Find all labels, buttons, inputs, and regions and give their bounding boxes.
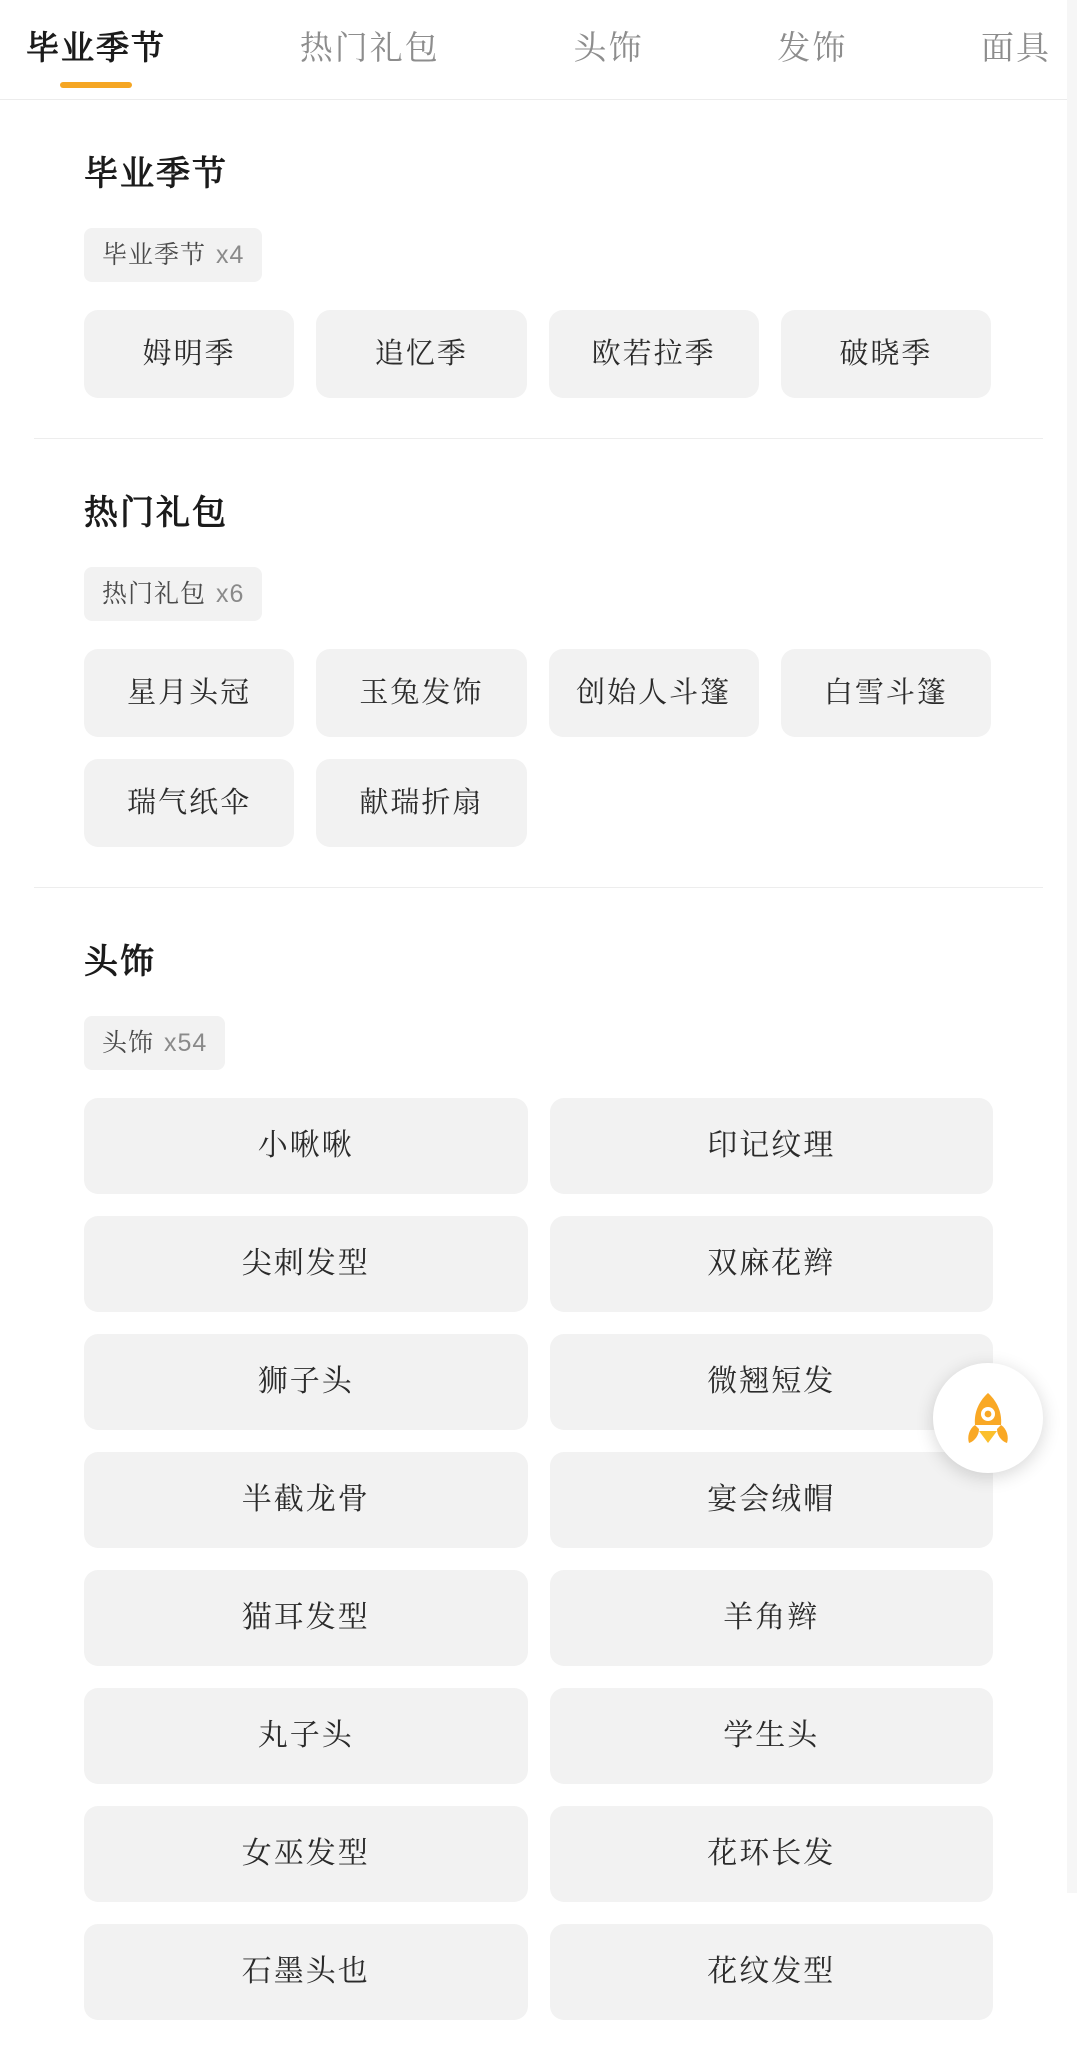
scrollbar-track[interactable]: [1067, 0, 1077, 1893]
list-item[interactable]: 尖刺发型: [84, 1216, 528, 1312]
list-item[interactable]: 小啾啾: [84, 1098, 528, 1194]
list-item[interactable]: 狮子头: [84, 1334, 528, 1430]
list-item[interactable]: 微翘短发: [550, 1334, 994, 1430]
tab-headwear[interactable]: [574, 0, 644, 88]
list-item[interactable]: 追忆季: [316, 310, 526, 398]
list-item[interactable]: 破晓季: [781, 310, 991, 398]
list-item[interactable]: 印记纹理: [550, 1098, 994, 1194]
count-badge-label: 热门礼包: [102, 580, 206, 608]
list-item[interactable]: 瑞气纸伞: [84, 759, 294, 847]
list-item[interactable]: 猫耳发型: [84, 1570, 528, 1666]
count-badge-number: x6: [216, 580, 244, 608]
list-item[interactable]: 创始人斗篷: [549, 649, 759, 737]
tab-label: 热门礼包: [300, 26, 440, 70]
section-title: 热门礼包: [84, 489, 1055, 537]
section-hot-gift-pack: [22, 439, 1055, 888]
count-badge-number: x54: [164, 1029, 207, 1057]
section-count-badge: [84, 228, 262, 282]
top-tab-bar: [0, 0, 1077, 100]
count-badge-number: x4: [216, 241, 244, 269]
list-item[interactable]: 星月头冠: [84, 649, 294, 737]
tab-hair-accessory[interactable]: [777, 0, 847, 88]
section-count-badge: [84, 1016, 225, 1070]
item-grid: [84, 649, 993, 847]
section-title: 头饰: [84, 938, 1055, 986]
list-item[interactable]: 欧若拉季: [549, 310, 759, 398]
section-graduation-season: [22, 100, 1055, 439]
section-headwear: [22, 888, 1055, 2020]
list-item[interactable]: 宴会绒帽: [550, 1452, 994, 1548]
item-grid: [84, 1098, 993, 2020]
tab-mask[interactable]: [981, 0, 1051, 88]
tab-graduation-season[interactable]: [26, 0, 166, 88]
content-area: [0, 100, 1077, 2060]
list-item[interactable]: 半截龙骨: [84, 1452, 528, 1548]
tab-active-indicator: [60, 82, 132, 88]
list-item[interactable]: 石墨头也: [84, 1924, 528, 2020]
tab-label: 发饰: [777, 26, 847, 70]
list-item[interactable]: 花纹发型: [550, 1924, 994, 2020]
tab-label: 头饰: [574, 26, 644, 70]
assistant-fab-button[interactable]: [933, 1363, 1043, 1473]
list-item[interactable]: 姆明季: [84, 310, 294, 398]
list-item[interactable]: 丸子头: [84, 1688, 528, 1784]
tab-label: 面具: [981, 26, 1051, 70]
section-title: 毕业季节: [84, 150, 1055, 198]
list-item[interactable]: 白雪斗篷: [781, 649, 991, 737]
list-item[interactable]: 女巫发型: [84, 1806, 528, 1902]
item-grid: [84, 310, 993, 398]
list-item[interactable]: 双麻花辫: [550, 1216, 994, 1312]
list-item[interactable]: 花环长发: [550, 1806, 994, 1902]
list-item[interactable]: 羊角辫: [550, 1570, 994, 1666]
list-item[interactable]: 献瑞折扇: [316, 759, 526, 847]
count-badge-label: 头饰: [102, 1029, 154, 1057]
tab-hot-gift-pack[interactable]: [300, 0, 440, 88]
section-count-badge: [84, 567, 262, 621]
list-item[interactable]: 玉兔发饰: [316, 649, 526, 737]
tab-label: 毕业季节: [26, 26, 166, 70]
list-item[interactable]: 学生头: [550, 1688, 994, 1784]
assistant-rocket-icon: [957, 1387, 1019, 1449]
count-badge-label: 毕业季节: [102, 241, 206, 269]
